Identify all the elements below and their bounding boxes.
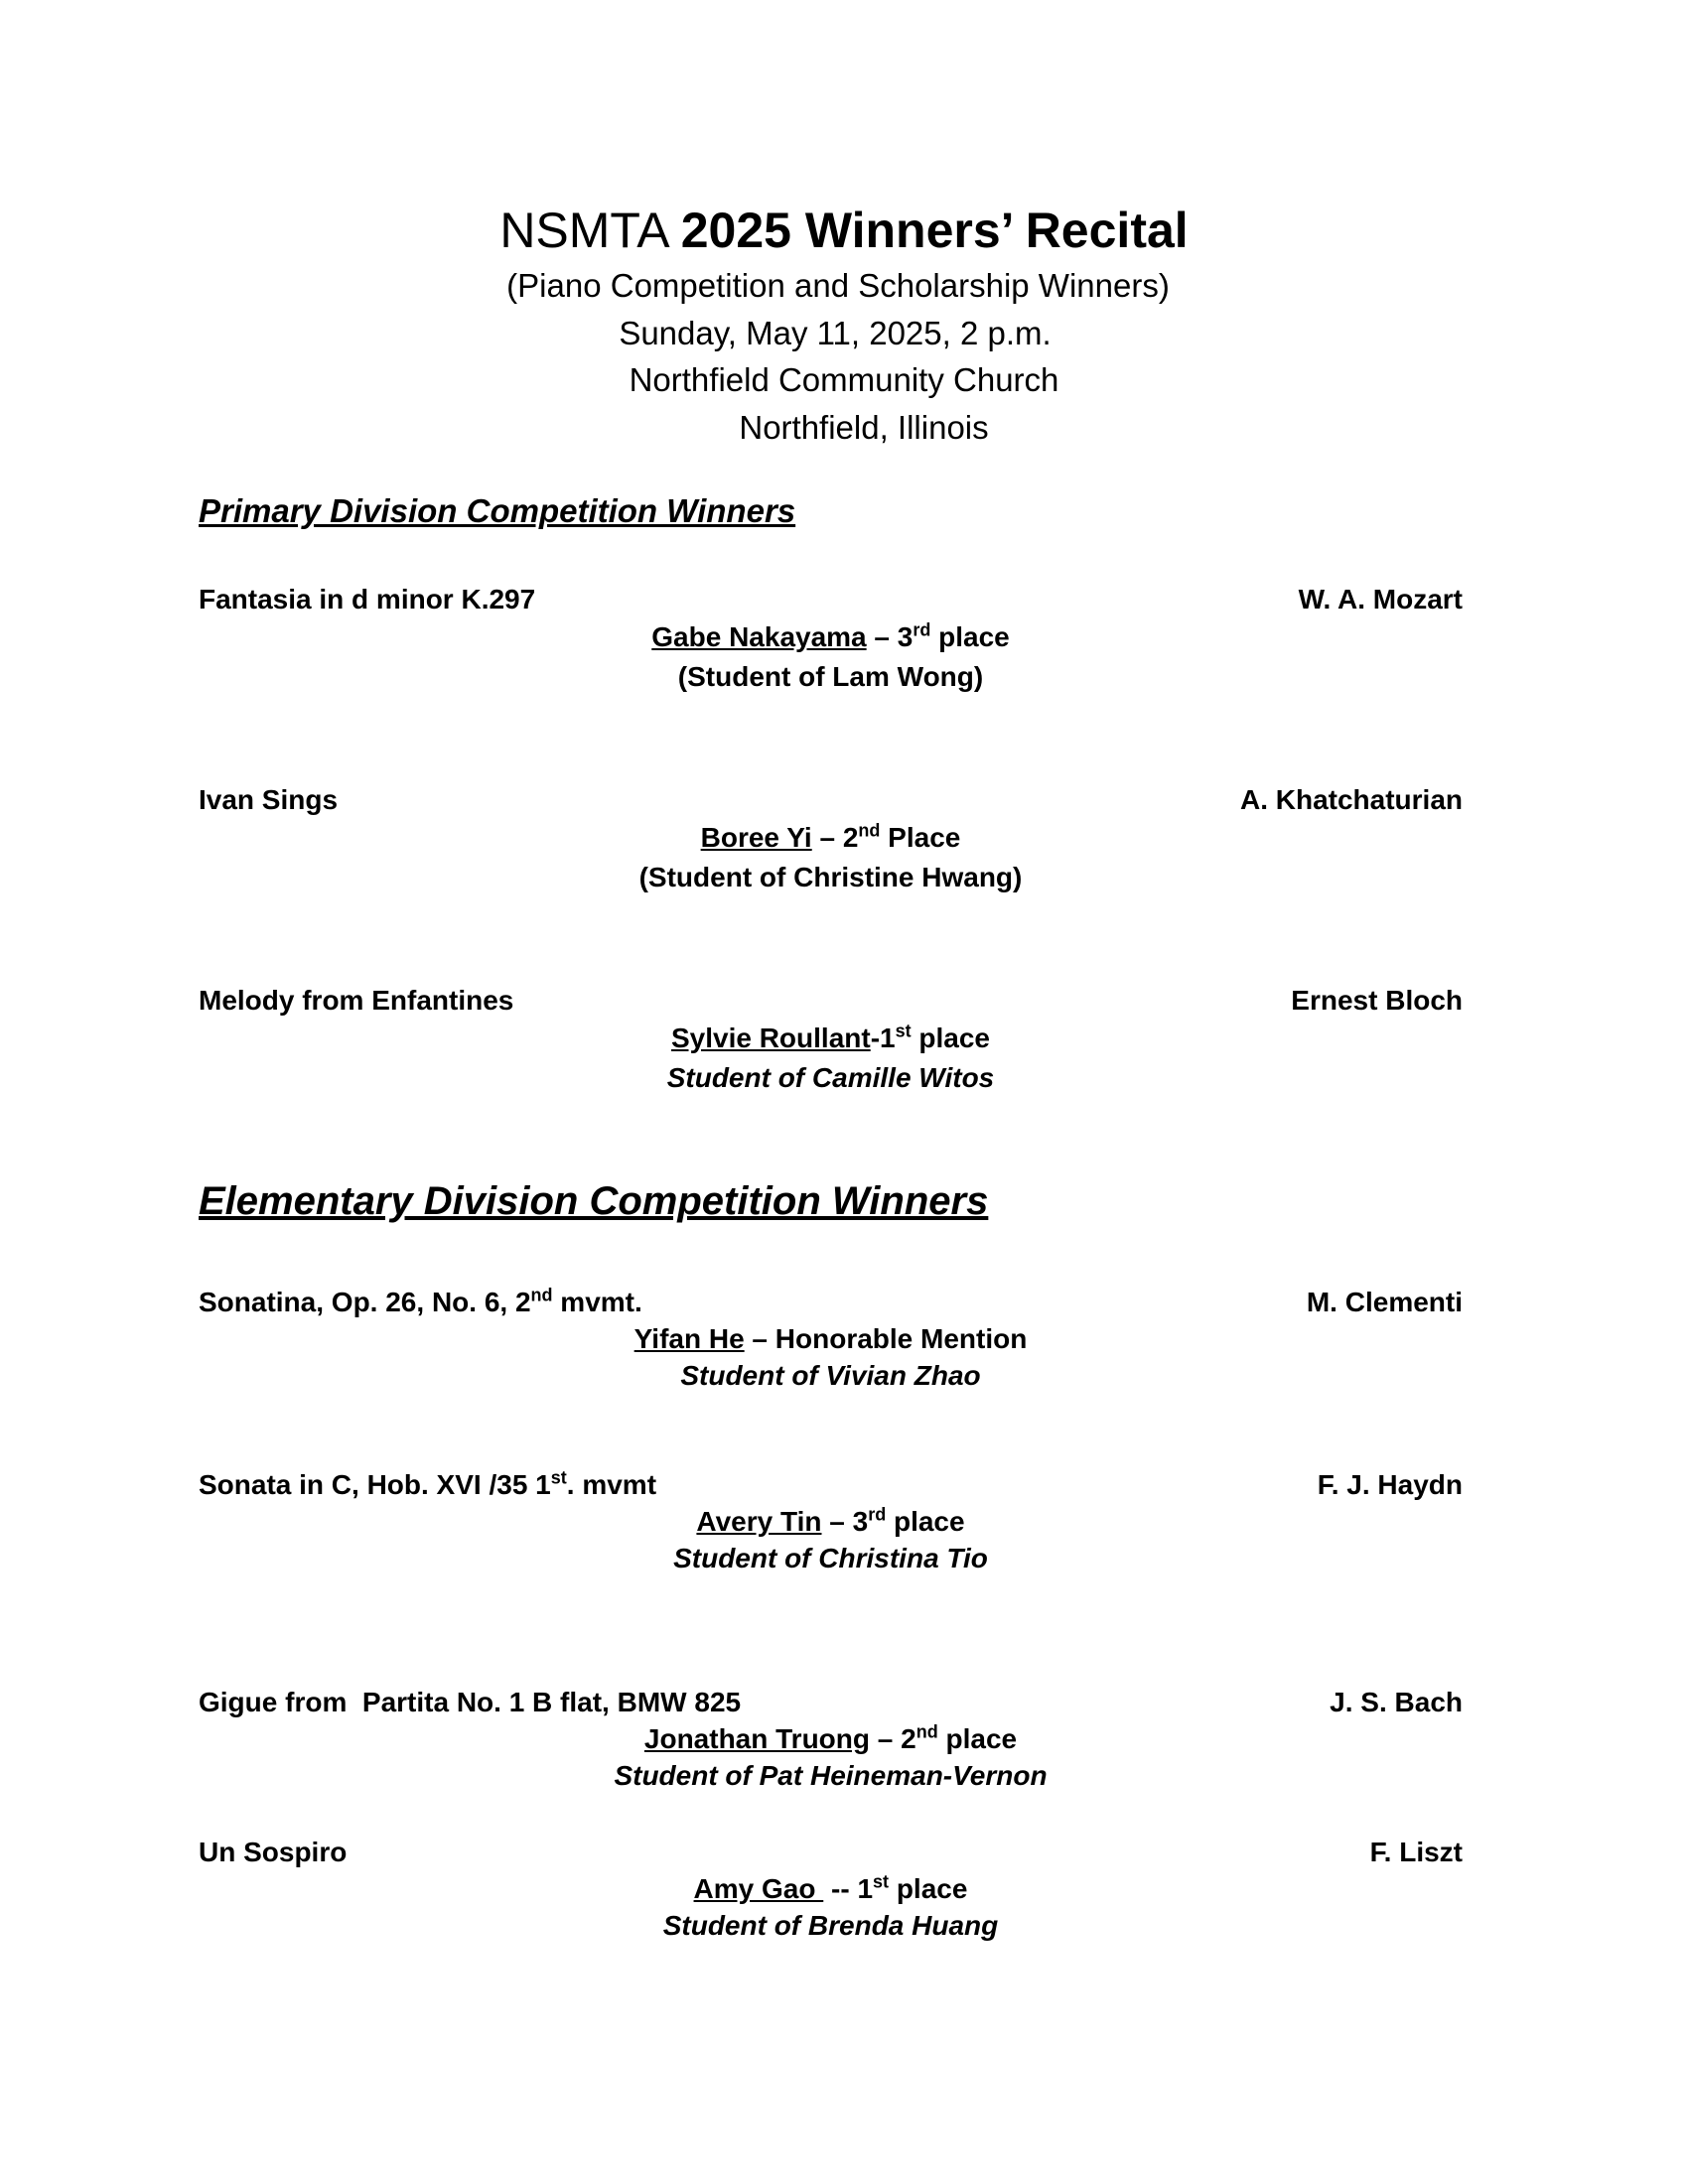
primary-entry-3 bbox=[199, 983, 1463, 1098]
event-city: Northfield, Illinois bbox=[739, 408, 989, 446]
elementary-entry-3 bbox=[199, 1685, 1463, 1794]
teacher-line: Student of Christina Tio bbox=[673, 1543, 988, 1573]
title-org: NSMTA bbox=[499, 203, 681, 258]
teacher-line: Student of Brenda Huang bbox=[662, 1910, 999, 1941]
elementary-entry-4 bbox=[199, 1835, 1463, 1944]
primary-entry-2 bbox=[199, 782, 1463, 897]
composer: M. Clementi bbox=[1306, 1287, 1463, 1317]
title-event: 2025 Winners’ Recital bbox=[680, 203, 1189, 258]
recital-header bbox=[0, 199, 1688, 451]
composer: W. A. Mozart bbox=[1298, 584, 1463, 614]
performer-name: Yifan He bbox=[633, 1323, 745, 1354]
performer-line: Gabe Nakayama – 3rd place bbox=[651, 619, 1010, 652]
teacher-line: Student of Camille Witos bbox=[666, 1062, 995, 1093]
performer-name: Avery Tin bbox=[696, 1506, 822, 1537]
elementary-entry-1 bbox=[199, 1285, 1463, 1394]
piece-title: Gigue from Partita No. 1 B flat, BMW 825 bbox=[199, 1687, 742, 1717]
composer: J. S. Bach bbox=[1330, 1687, 1463, 1717]
composer: Ernest Bloch bbox=[1291, 985, 1463, 1016]
primary-entry-1 bbox=[199, 582, 1463, 697]
teacher-line: (Student of Christine Hwang) bbox=[638, 862, 1023, 892]
piece-title: Fantasia in d minor K.297 bbox=[199, 584, 536, 614]
performer-name: Gabe Nakayama bbox=[651, 621, 867, 652]
performer-name: Amy Gao bbox=[693, 1873, 824, 1904]
composer: F. J. Haydn bbox=[1317, 1469, 1463, 1500]
primary-division-heading: Primary Division Competition Winners bbox=[199, 492, 796, 529]
performer-name: Sylvie Roullant bbox=[670, 1023, 871, 1053]
elementary-entry-2 bbox=[199, 1467, 1463, 1576]
teacher-line: Student of Vivian Zhao bbox=[680, 1360, 981, 1391]
performer-line: Boree Yi – 2nd Place bbox=[700, 820, 961, 853]
performer-line: Amy Gao -- 1st place bbox=[693, 1871, 968, 1904]
teacher-line: (Student of Lam Wong) bbox=[677, 661, 984, 692]
page-title bbox=[0, 199, 1688, 262]
performer-name: Jonathan Truong bbox=[643, 1723, 870, 1754]
performer-line: Yifan He – Honorable Mention bbox=[633, 1323, 1028, 1354]
performer-line: Avery Tin – 3rd place bbox=[696, 1504, 965, 1537]
piece-title: Ivan Sings bbox=[199, 784, 339, 815]
piece-title: Sonatina, Op. 26, No. 6, 2nd mvmt. bbox=[199, 1285, 642, 1317]
performer-line: Jonathan Truong – 2nd place bbox=[643, 1721, 1018, 1754]
performer-name: Boree Yi bbox=[700, 822, 812, 853]
performer-line: Sylvie Roullant-1st place bbox=[670, 1021, 991, 1053]
piece-title: Un Sospiro bbox=[199, 1837, 348, 1867]
composer: A. Khatchaturian bbox=[1239, 784, 1463, 815]
piece-title: Melody from Enfantines bbox=[199, 985, 514, 1016]
event-date: Sunday, May 11, 2025, 2 p.m. bbox=[619, 314, 1052, 351]
composer: F. Liszt bbox=[1369, 1837, 1463, 1867]
piece-title: Sonata in C, Hob. XVI /35 1st. mvmt bbox=[199, 1467, 657, 1500]
elementary-division-heading: Elementary Division Competition Winners bbox=[199, 1179, 989, 1223]
subtitle: (Piano Competition and Scholarship Winners) bbox=[506, 267, 1170, 304]
event-venue: Northfield Community Church bbox=[629, 361, 1059, 398]
teacher-line: Student of Pat Heineman-Vernon bbox=[614, 1760, 1048, 1791]
